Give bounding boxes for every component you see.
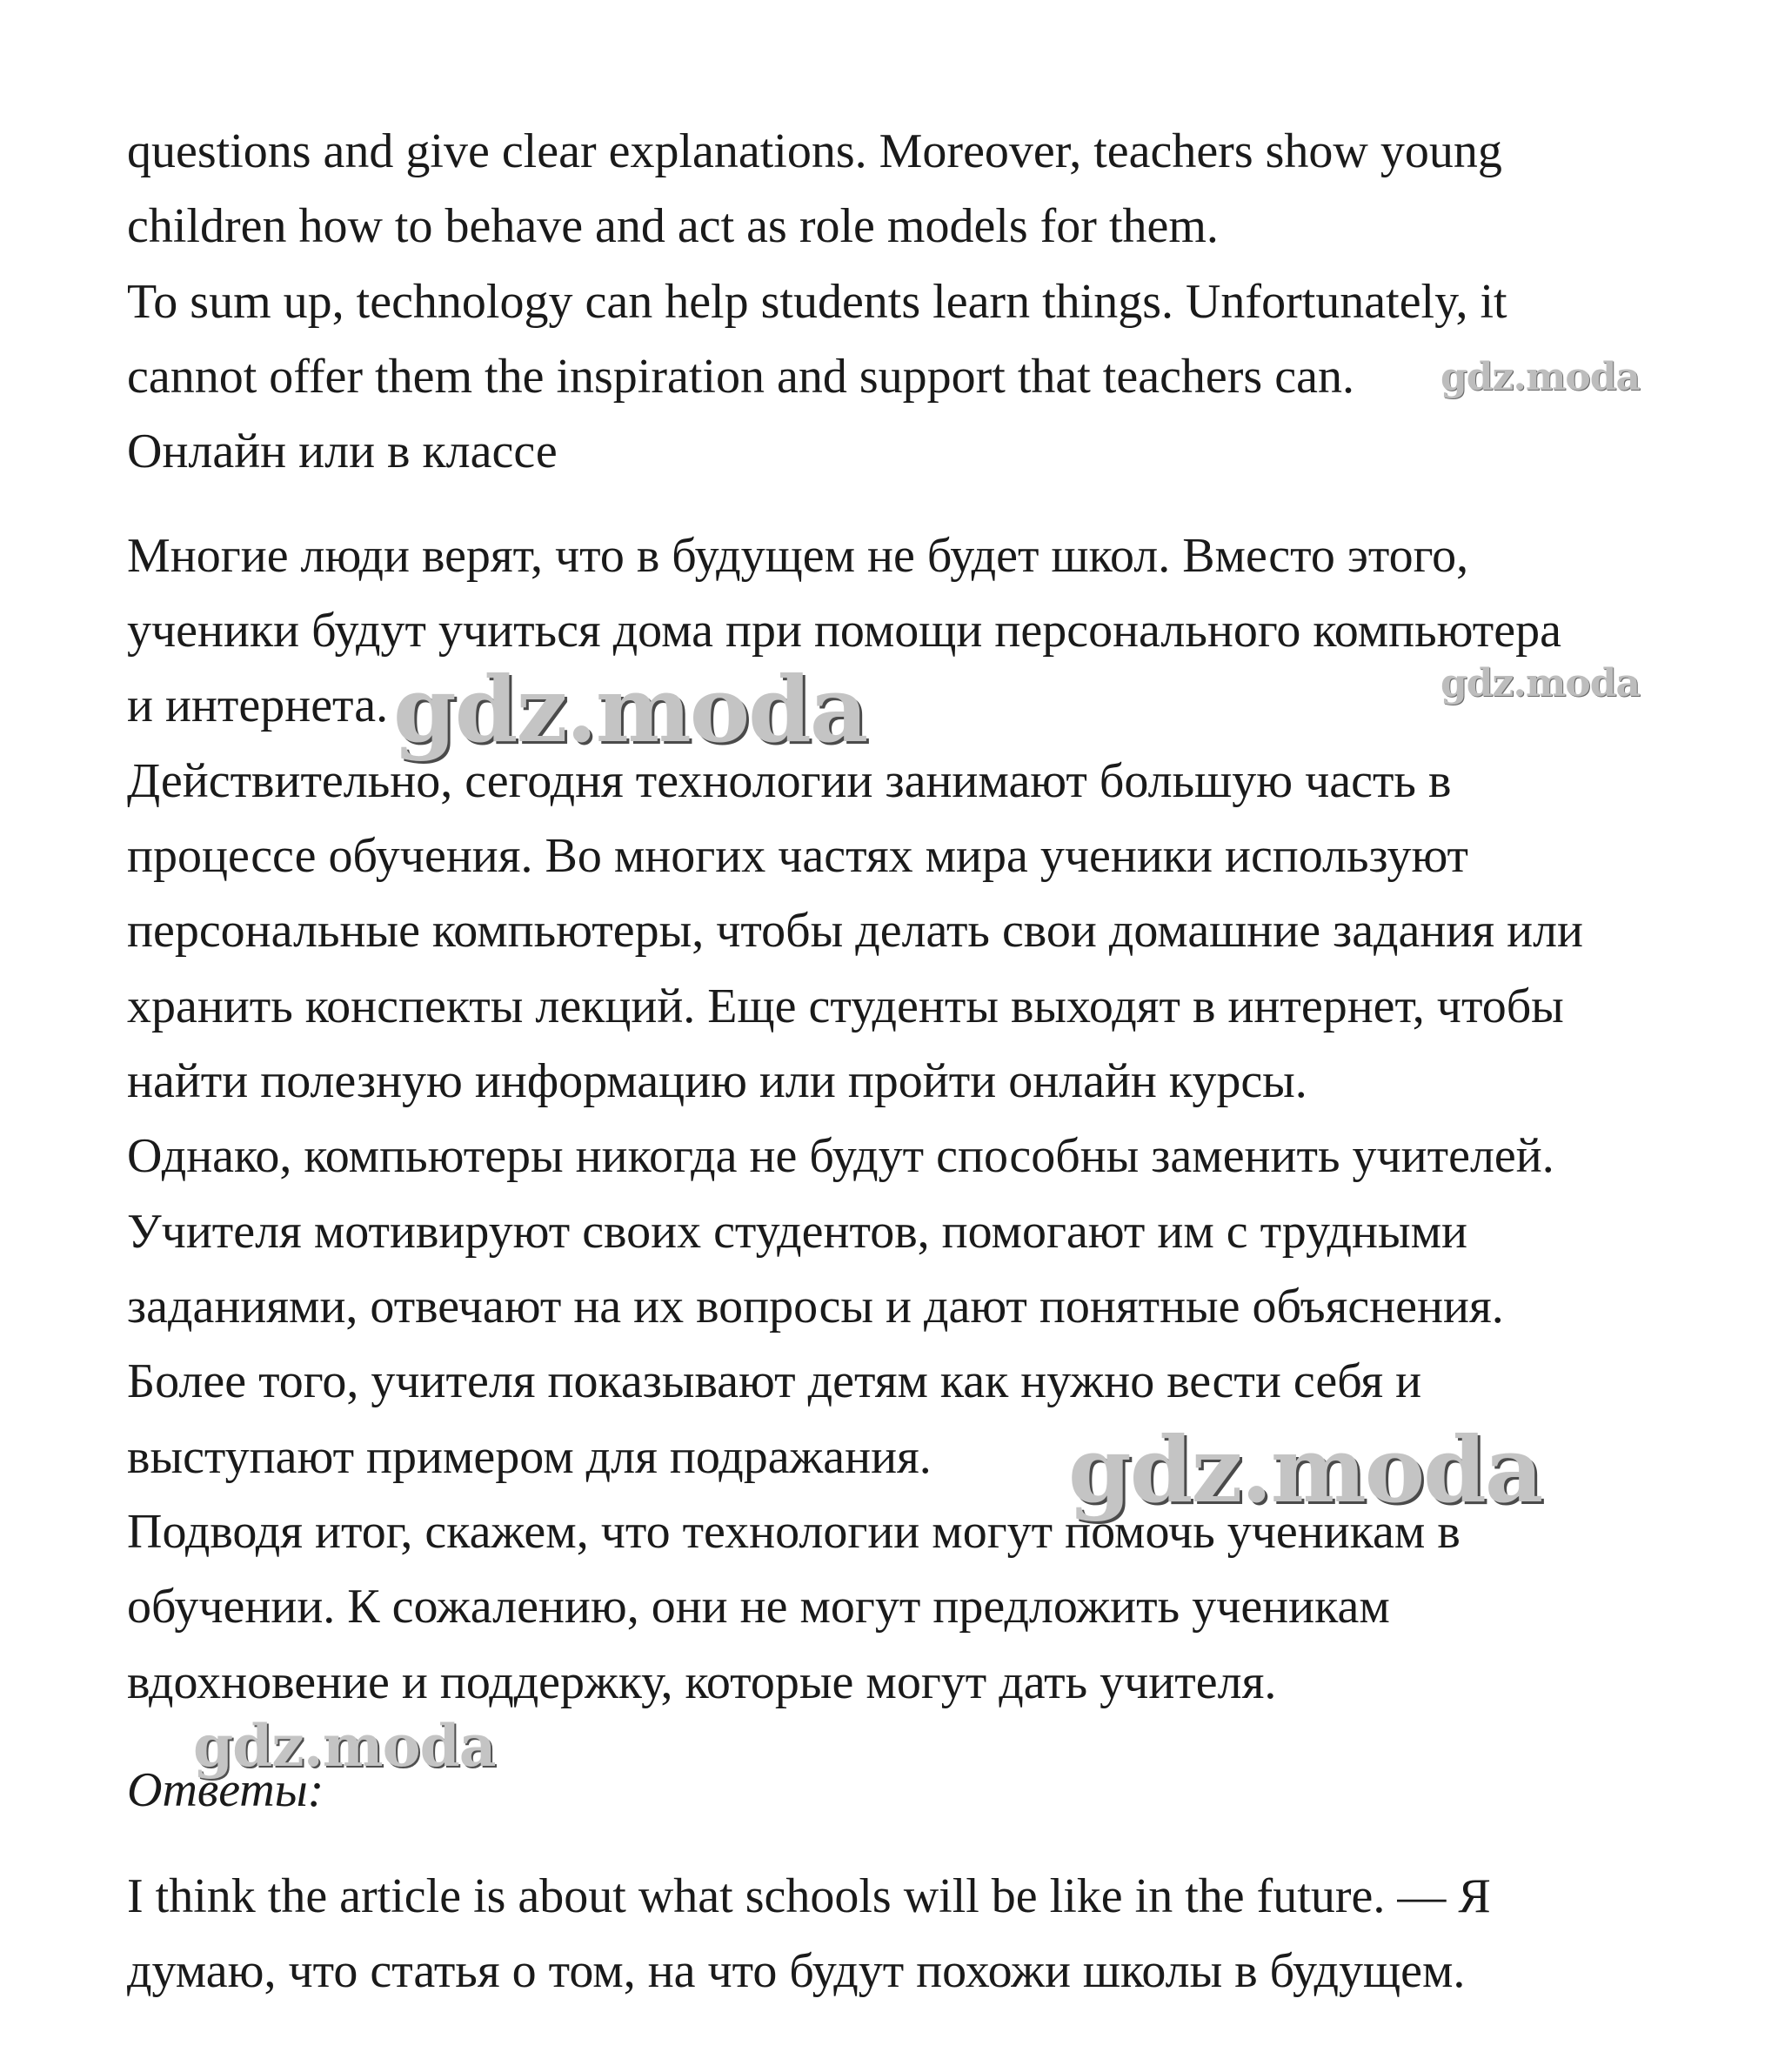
text-line: Однако, компьютеры никогда не будут способны заменить учителей. (127, 1129, 1554, 1183)
section-title: Онлайн или в классе (127, 424, 558, 478)
text-line: cannot offer them the inspiration and support that teachers can. (127, 350, 1354, 404)
watermark: gdz.moda (1068, 1416, 1542, 1523)
text-line: заданиями, отвечают на их вопросы и дают понятные объяснения. (127, 1280, 1504, 1333)
text-line: children how to behave and act as role models for them. (127, 199, 1219, 253)
text-line: хранить конспекты лекций. Еще студенты выходят в интернет, чтобы (127, 979, 1564, 1033)
text-line: и интернета. (127, 678, 389, 732)
answers-heading: Ответы: (127, 1763, 324, 1817)
watermark: gdz.moda (1440, 355, 1641, 399)
text-line: процессе обучения. Во многих частях мира ученики используют (127, 829, 1469, 883)
text-line: I think the article is about what schools will be like in the future. — Я (127, 1869, 1491, 1923)
text-line: вдохновение и поддержку, которые могут дать учителя. (127, 1655, 1277, 1709)
text-line: Подводя итог, скажем, что технологии могут помочь ученикам в (127, 1505, 1460, 1559)
text-line: To sum up, technology can help students learn things. Unfortunately, it (127, 275, 1507, 329)
watermark: gdz.moda (193, 1712, 496, 1780)
watermark: gdz.moda (1440, 661, 1641, 705)
text-line: Более того, учителя показывают детям как нужно вести себя и (127, 1354, 1422, 1408)
text-line: персональные компьютеры, чтобы делать свои домашние задания или (127, 904, 1583, 958)
text-line: ученики будут учиться дома при помощи персонального компьютера (127, 604, 1561, 658)
text-line: обучении. К сожалению, они не могут предложить ученикам (127, 1580, 1390, 1634)
text-line: Действительно, сегодня технологии занимают большую часть в (127, 754, 1452, 808)
text-line: Учителя мотивируют своих студентов, помогают им с трудными (127, 1205, 1468, 1259)
text-line: questions and give clear explanations. Moreover, teachers show young (127, 124, 1502, 178)
text-line: Многие люди верят, что в будущем не будет школ. Вместо этого, (127, 529, 1469, 583)
text-line: выступают примером для подражания. (127, 1430, 932, 1484)
text-line: думаю, что статья о том, на что будут похожи школы в будущем. (127, 1944, 1466, 1998)
watermark: gdz.moda (393, 656, 867, 763)
text-line: найти полезную информацию или пройти онлайн курсы. (127, 1054, 1307, 1108)
